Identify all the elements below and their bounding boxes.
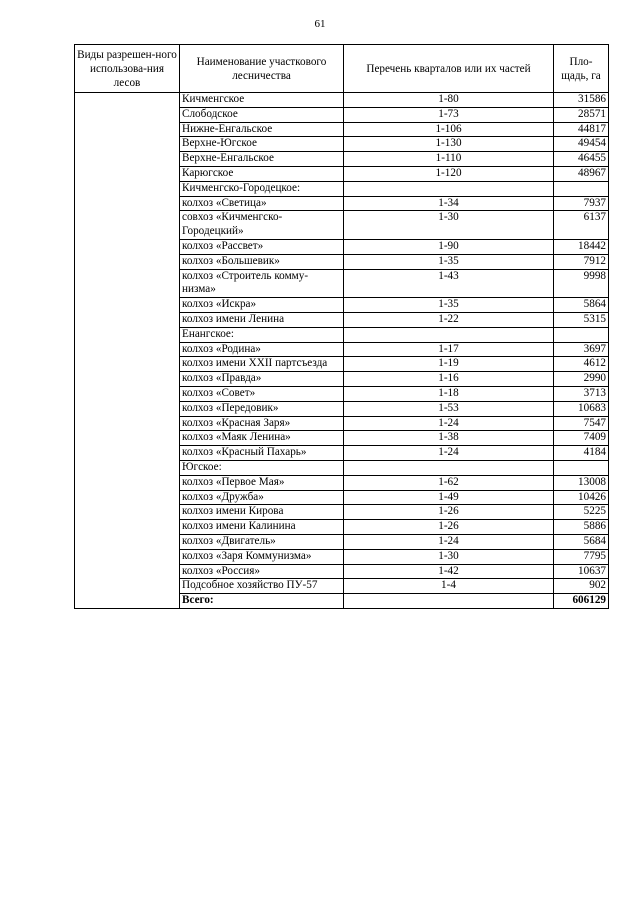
forest-areas-table — [74, 44, 609, 609]
quarters-cell: 1-26 — [344, 520, 554, 535]
total-area: 606129 — [554, 594, 609, 609]
quarters-cell: 1-24 — [344, 446, 554, 461]
quarters-cell: 1-30 — [344, 549, 554, 564]
quarters-cell: 1-24 — [344, 416, 554, 431]
district-name-cell: Нижне-Енгальское — [180, 122, 344, 137]
district-name-cell: колхоз «Дружба» — [180, 490, 344, 505]
quarters-cell: 1-110 — [344, 152, 554, 167]
quarters-cell: 1-16 — [344, 372, 554, 387]
quarters-cell: 1-73 — [344, 107, 554, 122]
district-name-cell: Слободское — [180, 107, 344, 122]
total-quarters-cell — [344, 594, 554, 609]
area-cell: 48967 — [554, 166, 609, 181]
quarters-cell: 1-80 — [344, 93, 554, 108]
quarters-cell: 1-24 — [344, 534, 554, 549]
district-name-cell: колхоз «Строитель комму-низма» — [180, 269, 344, 298]
district-name-cell: колхоз «Первое Мая» — [180, 475, 344, 490]
area-cell — [554, 181, 609, 196]
area-cell: 9998 — [554, 269, 609, 298]
district-name-cell: колхоз «Россия» — [180, 564, 344, 579]
area-cell — [554, 460, 609, 475]
area-cell: 46455 — [554, 152, 609, 167]
district-name-cell: колхоз имени Кирова — [180, 505, 344, 520]
area-cell — [554, 327, 609, 342]
area-cell: 7795 — [554, 549, 609, 564]
area-cell: 31586 — [554, 93, 609, 108]
area-cell: 10637 — [554, 564, 609, 579]
quarters-cell — [344, 460, 554, 475]
district-name-cell: колхоз «Светица» — [180, 196, 344, 211]
district-name-cell: колхоз имени Ленина — [180, 312, 344, 327]
header-forest-use-type: Виды разрешен-ного использова-ния лесов — [75, 45, 180, 93]
district-name-cell: колхоз «Большевик» — [180, 254, 344, 269]
quarters-cell: 1-17 — [344, 342, 554, 357]
area-cell: 5864 — [554, 298, 609, 313]
quarters-cell: 1-26 — [344, 505, 554, 520]
area-cell: 28571 — [554, 107, 609, 122]
area-cell: 4184 — [554, 446, 609, 461]
quarters-cell: 1-34 — [344, 196, 554, 211]
district-name-cell: Верхне-Югское — [180, 137, 344, 152]
district-name-cell: колхоз «Правда» — [180, 372, 344, 387]
area-cell: 18442 — [554, 239, 609, 254]
quarters-cell: 1-90 — [344, 239, 554, 254]
header-quarters-list: Перечень кварталов или их частей — [344, 45, 554, 93]
district-name-cell: колхоз имени Калинина — [180, 520, 344, 535]
forest-use-type-cell — [75, 93, 180, 609]
quarters-cell: 1-42 — [344, 564, 554, 579]
header-district-name: Наименование участкового лесничества — [180, 45, 344, 93]
district-name-cell: колхоз имени XXII партсъезда — [180, 357, 344, 372]
district-name-cell: колхоз «Рассвет» — [180, 239, 344, 254]
district-name-cell: Кичменгское — [180, 93, 344, 108]
area-cell: 10683 — [554, 401, 609, 416]
quarters-cell: 1-130 — [344, 137, 554, 152]
district-name-cell: Верхне-Енгальское — [180, 152, 344, 167]
area-cell: 5684 — [554, 534, 609, 549]
area-cell: 5886 — [554, 520, 609, 535]
area-cell: 13008 — [554, 475, 609, 490]
area-cell: 902 — [554, 579, 609, 594]
quarters-cell: 1-22 — [344, 312, 554, 327]
area-cell: 3713 — [554, 386, 609, 401]
area-cell: 5225 — [554, 505, 609, 520]
area-cell: 2990 — [554, 372, 609, 387]
area-cell: 6137 — [554, 211, 609, 240]
table-header-row — [75, 45, 609, 93]
district-name-cell: Карюгское — [180, 166, 344, 181]
quarters-cell: 1-35 — [344, 254, 554, 269]
area-cell: 7409 — [554, 431, 609, 446]
area-cell: 7937 — [554, 196, 609, 211]
quarters-cell: 1-30 — [344, 211, 554, 240]
table-body — [75, 93, 609, 609]
quarters-cell: 1-120 — [344, 166, 554, 181]
quarters-cell: 1-18 — [344, 386, 554, 401]
quarters-cell: 1-53 — [344, 401, 554, 416]
area-cell: 10426 — [554, 490, 609, 505]
district-name-cell: колхоз «Двигатель» — [180, 534, 344, 549]
quarters-cell: 1-19 — [344, 357, 554, 372]
quarters-cell: 1-35 — [344, 298, 554, 313]
area-cell: 4612 — [554, 357, 609, 372]
quarters-cell: 1-49 — [344, 490, 554, 505]
area-cell: 49454 — [554, 137, 609, 152]
district-name-cell: колхоз «Передовик» — [180, 401, 344, 416]
quarters-cell — [344, 181, 554, 196]
quarters-cell — [344, 327, 554, 342]
district-name-cell: Енангское: — [180, 327, 344, 342]
header-area-ha: Пло-щадь, га — [554, 45, 609, 93]
district-name-cell: колхоз «Заря Коммунизма» — [180, 549, 344, 564]
area-cell: 5315 — [554, 312, 609, 327]
quarters-cell: 1-38 — [344, 431, 554, 446]
district-name-cell: совхоз «Кичменгско-Городецкий» — [180, 211, 344, 240]
total-label: Всего: — [180, 594, 344, 609]
district-name-cell: колхоз «Совет» — [180, 386, 344, 401]
quarters-cell: 1-4 — [344, 579, 554, 594]
district-name-cell: колхоз «Красный Пахарь» — [180, 446, 344, 461]
area-cell: 7912 — [554, 254, 609, 269]
district-name-cell: колхоз «Искра» — [180, 298, 344, 313]
area-cell: 44817 — [554, 122, 609, 137]
district-name-cell: Югское: — [180, 460, 344, 475]
district-name-cell: колхоз «Маяк Ленина» — [180, 431, 344, 446]
district-name-cell: колхоз «Красная Заря» — [180, 416, 344, 431]
district-name-cell: Подсобное хозяйство ПУ-57 — [180, 579, 344, 594]
quarters-cell: 1-106 — [344, 122, 554, 137]
area-cell: 7547 — [554, 416, 609, 431]
page-number: 61 — [314, 18, 326, 30]
district-name-cell: Кичменгско-Городецкое: — [180, 181, 344, 196]
district-name-cell: колхоз «Родина» — [180, 342, 344, 357]
quarters-cell: 1-43 — [344, 269, 554, 298]
table-row — [75, 93, 609, 108]
area-cell: 3697 — [554, 342, 609, 357]
quarters-cell: 1-62 — [344, 475, 554, 490]
